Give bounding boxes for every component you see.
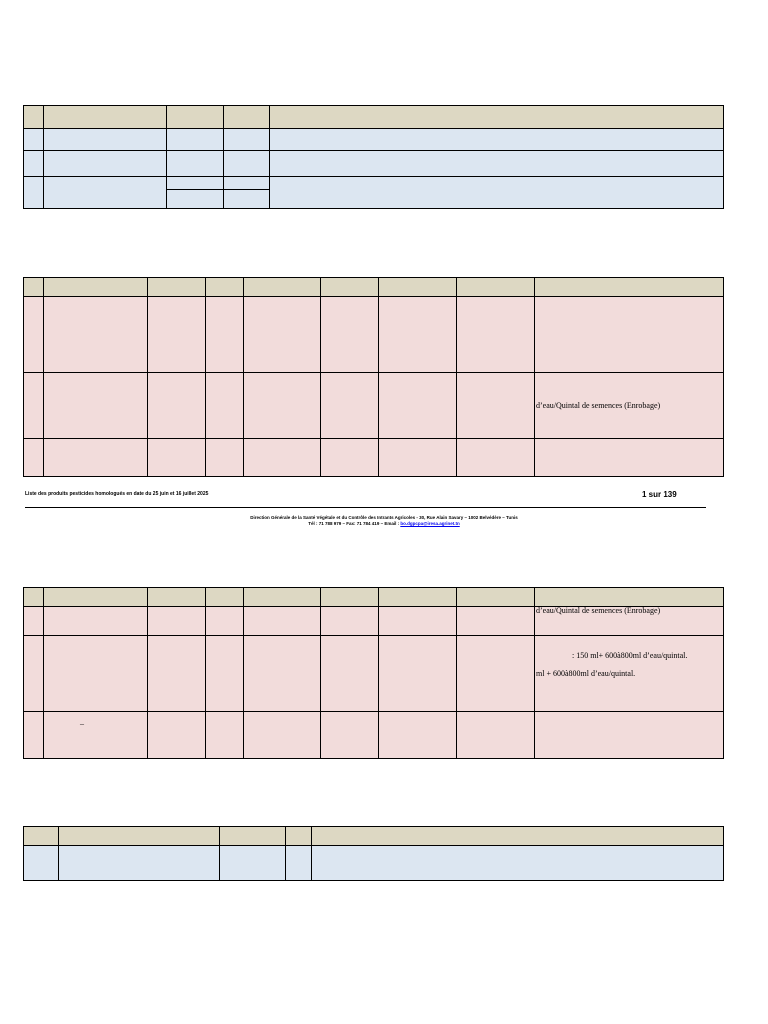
- footer-contact: [0, 521, 768, 527]
- dash-mark: –: [80, 719, 84, 728]
- dosage-text: d’eau/Quintal de semences (Enrobage): [536, 606, 661, 615]
- table-row: [24, 129, 724, 151]
- table-2: [23, 277, 724, 477]
- table-row: [24, 177, 724, 190]
- email-link[interactable]: bo.dgpcpa@iresa.agrinet.tn: [400, 521, 460, 526]
- dosage-text: d’eau/Quintal de semences (Enrobage): [536, 400, 661, 410]
- footer-list-title: Liste des produits pesticides homologués en date du 25 juin et 16 juillet 2025: [25, 491, 209, 497]
- footer-contact-text: Tél : 71 788 979 – Fax: 71 784 419 – Email :: [308, 521, 401, 526]
- table-row: [24, 151, 724, 177]
- table-row: [24, 439, 724, 477]
- table-header-row: [24, 278, 724, 297]
- table-header-row: [24, 827, 724, 846]
- table-row: [24, 607, 724, 636]
- table-header-row: [24, 588, 724, 607]
- dosage-text: : 150 ml+ 600à800ml d’eau/quintal.: [572, 651, 688, 660]
- dosage-text: ml + 600à800ml d’eau/quintal.: [536, 669, 636, 678]
- table-header-row: [24, 106, 724, 129]
- page-number: 1 sur 139: [642, 490, 677, 499]
- table-row: [24, 636, 724, 712]
- table-row: [24, 373, 724, 439]
- table-1: [23, 105, 724, 209]
- table-row: [24, 846, 724, 881]
- table-row: [24, 297, 724, 373]
- table-4: [23, 826, 724, 881]
- footer-address-block: [0, 515, 768, 527]
- footer-address: Direction Générale de la Santé Végétale et du Contrôle des Intrants Agricoles - 30, Rue Alain Savary – 1002 Belvédère – Tunis: [250, 515, 518, 520]
- table-3: [23, 587, 724, 759]
- table-row: [24, 712, 724, 759]
- footer-divider: [25, 507, 706, 508]
